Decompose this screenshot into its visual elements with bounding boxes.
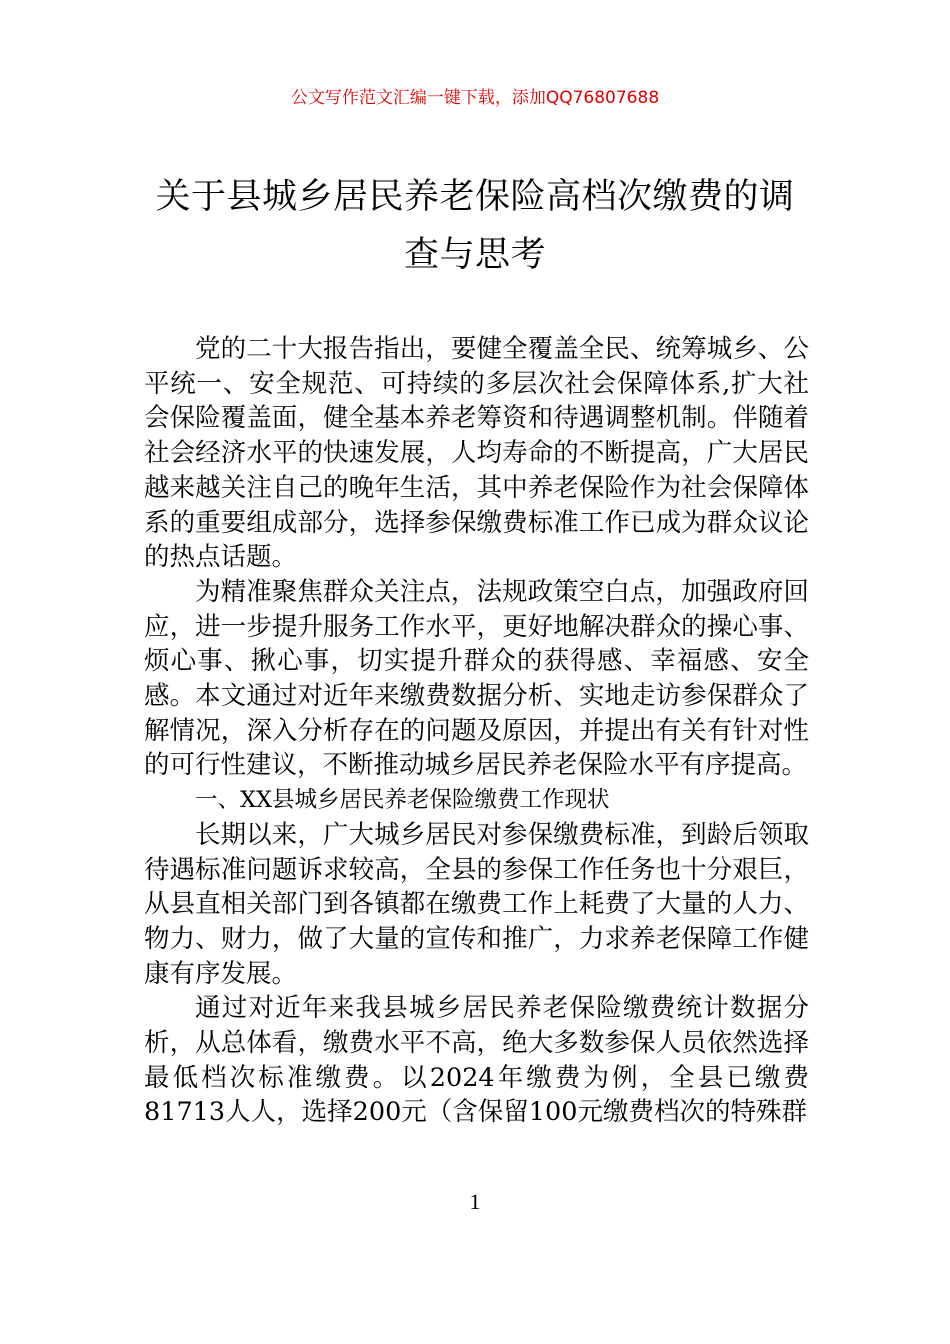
paragraph-section-1: 长期以来，广大城乡居民对参保缴费标准，到龄后领取待遇标准问题诉求较高，全县的参保工作任务也十分艰巨，从县直相关部门到各镇都在缴费工作上耗费了大量的人力、物力、财力，做了大量的宣传和推广，力求养老保障工作健康有序发展。 [144,819,809,989]
title-line-1: 关于县城乡居民养老保险高档次缴费的调 [155,177,795,217]
paragraph-intro-1: 党的二十大报告指出，要健全覆盖全民、统筹城乡、公平统一、安全规范、可持续的多层次社会保障体系,扩大社会保险覆盖面，健全基本养老筹资和待遇调整机制。伴随着社会经济水平的快速发展，人均寿命的不断提高，广大居民越来越关注自己的晚年生活，其中养老保险作为社会保障体系的重要组成部分，选择参保缴费标准工作已成为群众议论的热点话题。 [144,334,809,573]
header-promo-note: 公文写作范文汇编一键下载，添加QQ76807688 [290,88,660,108]
paragraph-section-2: 通过对近年来我县城乡居民养老保险缴费统计数据分析，从总体看，缴费水平不高，绝大多数参保人员依然选择最低档次标准缴费。以2024年缴费为例，全县已缴费81713人人，选择200元（含保留100元缴费档次的特殊群 [144,993,809,1128]
title-line-2: 查与思考 [403,235,546,275]
document-body [144,332,809,1130]
page-number: 1 [469,1189,481,1214]
document-title [150,168,800,284]
paragraph-intro-2: 为精准聚焦群众关注点，法规政策空白点，加强政府回应，进一步提升服务工作水平，更好地解决群众的操心事、烦心事、揪心事，切实提升群众的获得感、幸福感、安全感。本文通过对近年来缴费数据分析、实地走访参保群众了解情况，深入分析存在的问题及原因，并提出有关有针对性的可行性建议，不断推动城乡居民养老保险水平有序提高。 [144,576,809,781]
section-heading: 一、XX县城乡居民养老保险缴费工作现状 [195,787,610,814]
